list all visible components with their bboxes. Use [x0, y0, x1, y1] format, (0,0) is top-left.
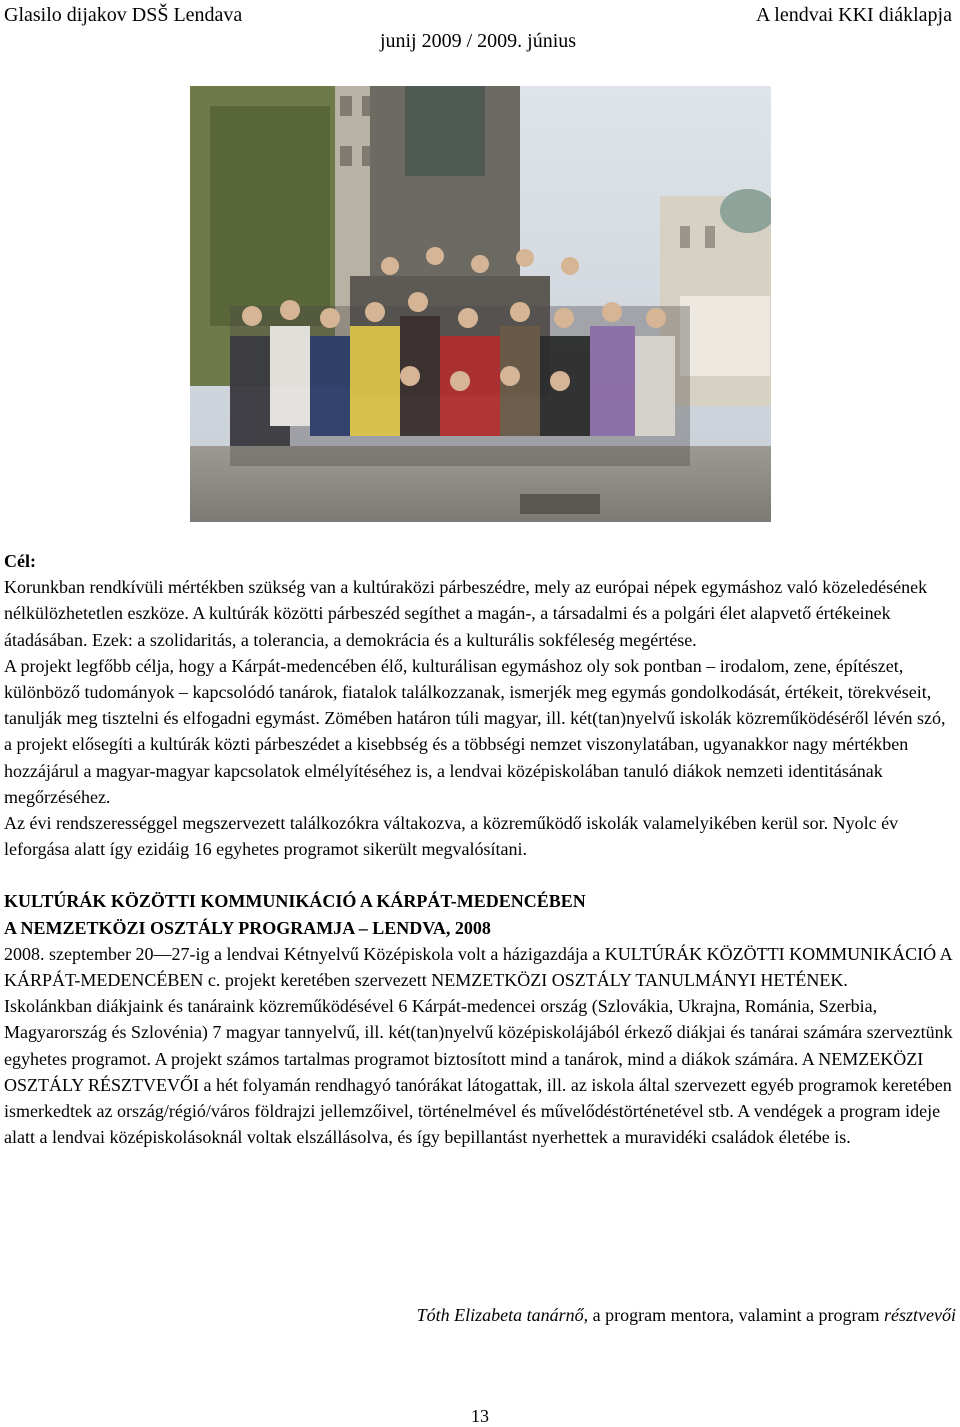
page-header [4, 4, 952, 64]
author-name: Tóth Elizabeta tanárnő, [416, 1305, 589, 1325]
author-description: a program mentora, valamint a program [588, 1305, 885, 1325]
page-number: 13 [471, 1406, 489, 1426]
header-publication-name-hu: A lendvai KKI diáklapja [755, 4, 952, 26]
goal-paragraph-2: A projekt legfőbb célja, hogy a Kárpát-medencében élő, kulturálisan egymáshoz oly sok pontban – irodalom, zene, építészet, különböző tudományok – kapcsolódó tanárok, fiatalok találkozzanak, ismerjék meg egymás gondolkodását, értékeit, törekvéseit, tanulják meg tisztelni és elfogadni egymást. Zömében határon túli magyar, ill. két(tan)nyelvű iskolák közreműködéséről lévén szó, a projekt elősegíti a kultúrák közti párbeszédet a kisebbség és a többségi nemzet viszonylatában, ugyanakkor nagy mértékben hozzájárul a magyar-magyar kapcsolatok elmélyítéséhez is, a lendvai középiskolában tanuló diákok nemzeti identitásának megőrzéséhez. [4, 655, 946, 807]
section-title-line-1: KULTÚRÁK KÖZÖTTI KOMMUNIKÁCIÓ A KÁRPÁT-MEDENCÉBEN [4, 891, 586, 912]
group-photo [190, 86, 771, 522]
program-paragraph-2: Iskolánkban diákjaink és tanáraink közreműködésével 6 Kárpát-medencei ország (Szlovákia, Ukrajna, Románia, Szerbia, Magyarország és Szlovénia) 7 magyar tannyelvű, ill. két(tan)nyelvű középiskolájából érkező diákjai és tanárai számára szerveztünk egyhetes programot. A projekt számos tartalmas programot biztosított mind a tanárok, mind a diákok számára. A NEMZEKÖZI OSZTÁLY RÉSZTVEVŐI a hét folyamán rendhagyó tanórákat látogattak, ill. az iskola által szervezett egyéb programok keretében ismerkedtek az ország/régió/város földrajzi jellemzőivel, történelmével és művelődéstörténetével stb. A vendégek a program ideje alatt a lendvai középiskolásoknál voltak elszállásolva, és így bepillantást nyerhettek a muravidéki családok életébe is. [4, 996, 953, 1148]
author-role: résztvevői [884, 1305, 956, 1325]
article-body [4, 548, 956, 1150]
header-date: junij 2009 / 2009. június [379, 30, 577, 52]
goal-paragraph-3: Az évi rendszerességgel megszervezett találkozókra váltakozva, a közreműködő iskolák valamelyikében kerül sor. Nyolc év leforgása alatt így ezidáig 16 egyhetes programot sikerült megvalósítani. [4, 813, 899, 860]
section-title-line-2: A NEMZETKÖZI OSZTÁLY PROGRAMJA – LENDVA, 2008 [4, 917, 491, 938]
program-paragraph-1: 2008. szeptember 20––27-ig a lendvai Kétnyelvű Középiskola volt a házigazdája a KULTÚRÁK KÖZÖTTI KOMMUNIKÁCIÓ A KÁRPÁT-MEDENCÉBEN c. projekt keretében szervezett NEMZETKÖZI OSZTÁLY TANULMÁNYI HETÉNEK. [4, 943, 952, 991]
author-signature [0, 1305, 956, 1326]
goal-heading: Cél: [4, 551, 36, 571]
header-publication-name: Glasilo dijakov DSŠ Lendava [4, 4, 243, 26]
goal-paragraph-1: Korunkban rendkívüli mértékben szükség van a kultúraközi párbeszédre, mely az európai népek egymáshoz való közeledésének nélkülözhetetlen eszköze. A kultúrák közötti párbeszéd segíthet a magán-, a társadalmi és a polgári élet alapvető értékeinek átadásában. Ezek: a szolidaritás, a tolerancia, a demokrácia és a kulturális sokféleség megértése. [4, 577, 928, 650]
